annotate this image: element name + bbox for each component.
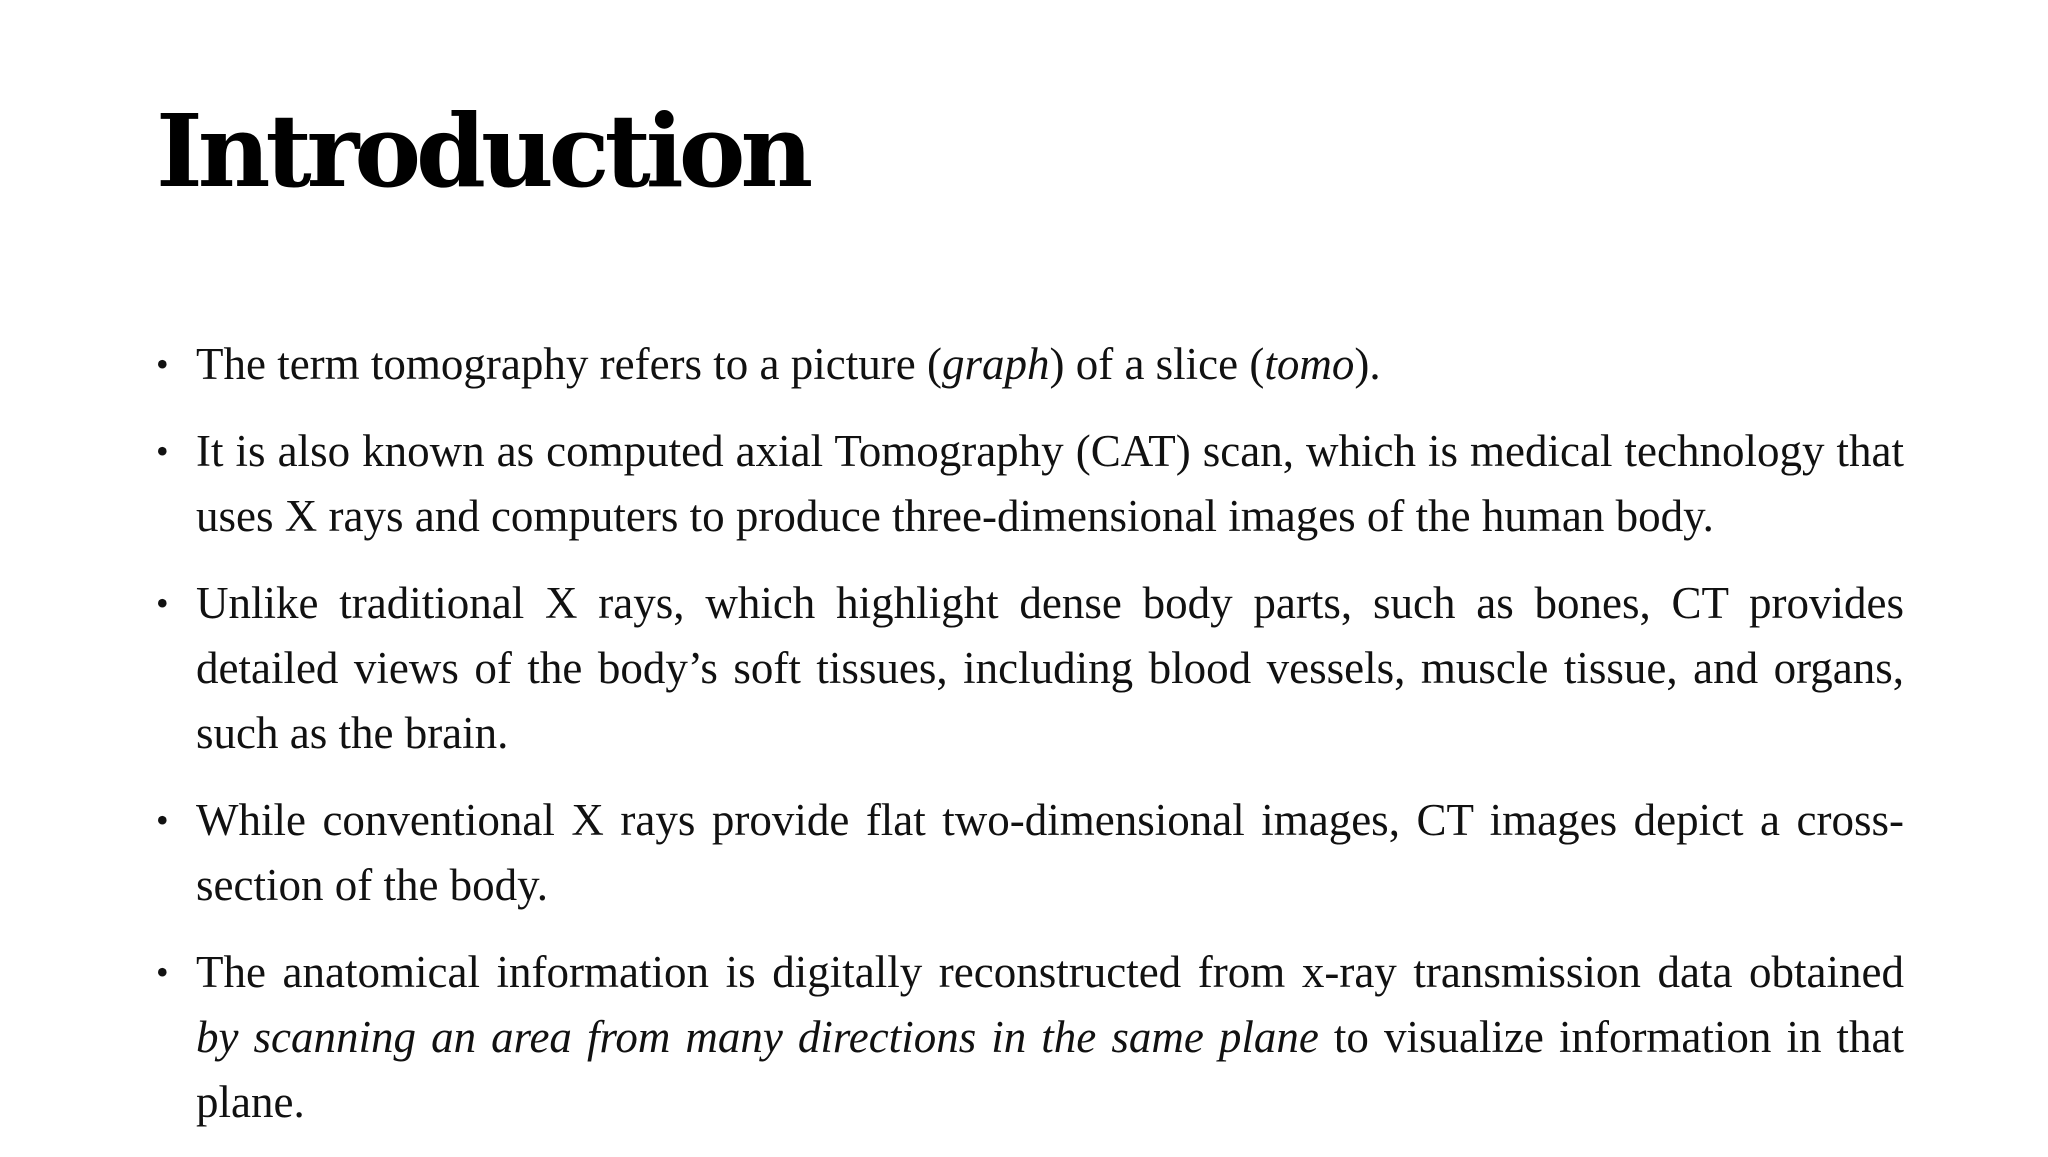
bullet-icon: • [156, 431, 169, 471]
bullet-text: The anatomical information is digitally reconstructed from x-ray transmission data obtained [196, 947, 1904, 997]
bullet-list [156, 332, 1904, 1157]
bullet-emphasis: by scanning an area from many directions in the same plane [196, 1012, 1319, 1062]
bullet-text: While conventional X rays provide flat two-dimensional images, CT images depict a cross-section of the body. [196, 795, 1904, 910]
bullet-icon: • [156, 952, 169, 992]
bullet-text: Unlike traditional X rays, which highlight dense body parts, such as bones, CT provides detailed views of the body’s soft tissues, including blood vessels, muscle tissue, and organs, such as the brain. [196, 578, 1904, 758]
bullet-text: The term tomography refers to a picture ( [196, 339, 942, 389]
bullet-text: to visualize information in that plane. [196, 1012, 1904, 1127]
bullet-emphasis: graph [941, 339, 1050, 389]
bullet-item-soft-tissues [156, 571, 1904, 766]
bullet-icon: • [156, 344, 169, 384]
bullet-item-reconstruction [156, 940, 1904, 1135]
bullet-text: ). [1354, 339, 1381, 389]
bullet-item-tomography [156, 332, 1904, 397]
bullet-icon: • [156, 800, 169, 840]
slide-title: Introduction [156, 92, 809, 210]
bullet-text: It is also known as computed axial Tomography (CAT) scan, which is medical technology that uses X rays and computers to produce three-dimensional images of the human body. [196, 426, 1904, 541]
bullet-text: ) of a slice ( [1049, 339, 1265, 389]
bullet-emphasis: tomo [1264, 339, 1355, 389]
bullet-item-cat-scan [156, 419, 1904, 549]
bullet-item-cross-section [156, 788, 1904, 918]
bullet-icon: • [156, 583, 169, 623]
